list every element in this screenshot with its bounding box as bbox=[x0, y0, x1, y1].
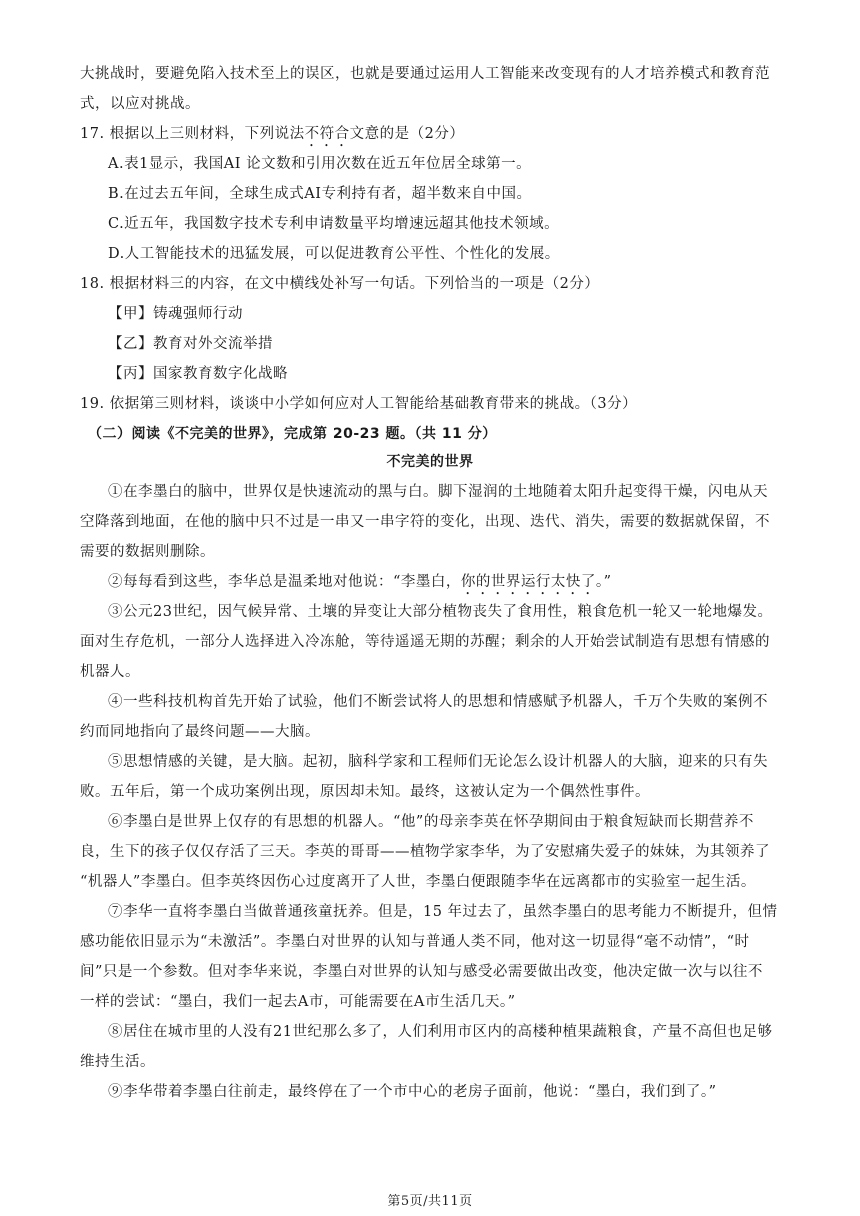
q17-option-a: A.表1显示，我国AI 论文数和引用次数在近五年位居全球第一。 bbox=[108, 156, 532, 172]
story-paragraph-8: ⑧居住在城市里的人没有21世纪那么多了，人们利用市区内的高楼种植果蔬粮食，产量不高但也足够 bbox=[108, 1024, 773, 1040]
emphasis-not-matching: 不符合 bbox=[304, 126, 350, 142]
q18-option-yi: 【乙】教育对外交流举措 bbox=[108, 336, 273, 352]
story-paragraph-7: 间”只是一个参数。但对李华来说，李墨白对世界的认知与感受必需要做出改变，他决定做一次与以往不 bbox=[80, 964, 763, 980]
story-paragraph-2: ②每每看到这些，李华总是温柔地对他说：“李墨白，你的世界运行太快了。” bbox=[108, 574, 612, 590]
story-paragraph-6: “机器人”李墨白。但李英终因伤心过度离开了人世，李墨白便跟随李华在远离都市的实验室一起生活。 bbox=[80, 874, 756, 890]
story-paragraph-7: 一样的尝试：“墨白，我们一起去A市，可能需要在A市生活几天。” bbox=[80, 994, 516, 1010]
question-18: 18. 根据材料三的内容，在文中横线处补写一句话。下列恰当的一项是（2分） bbox=[80, 276, 600, 292]
story-paragraph-1: 空降落到地面，在他的脑中只不过是一串又一串字符的变化，出现、迭代、消失，需要的数据就保留，不 bbox=[80, 514, 770, 530]
question-17: 17. 根据以上三则材料，下列说法不符合文意的是（2分） bbox=[80, 126, 465, 142]
story-paragraph-6: ⑥李墨白是世界上仅存的有思想的机器人。“他”的母亲李英在怀孕期间由于粮食短缺而长期营养不 bbox=[108, 814, 754, 830]
story-title: 不完美的世界 bbox=[386, 454, 474, 470]
question-19: 19. 依据第三则材料，谈谈中小学如何应对人工智能给基础教育带来的挑战。（3分） bbox=[80, 396, 638, 412]
page-number: 第5页/共11页 bbox=[387, 1194, 473, 1209]
story-paragraph-4: ④一些科技机构首先开始了试验，他们不断尝试将人的思想和情感赋予机器人，千万个失败的案例不 bbox=[108, 694, 768, 710]
emphasis-world-too-fast: 你的世界运行太快了 bbox=[460, 574, 596, 590]
q17-option-b: B.在过去五年间，全球生成式AI专利持有者，超半数来自中国。 bbox=[108, 186, 532, 202]
q18-option-jia: 【甲】铸魂强师行动 bbox=[108, 306, 243, 322]
story-paragraph-1: ①在李墨白的脑中，世界仅是快速流动的黑与白。脚下湿润的土地随着太阳升起变得干燥，闪电从天 bbox=[108, 484, 768, 500]
q17-option-c: C.近五年，我国数字技术专利申请数量平均增速远超其他技术领域。 bbox=[108, 216, 560, 232]
story-paragraph-1: 需要的数据则删除。 bbox=[80, 544, 215, 560]
story-paragraph-3: 机器人。 bbox=[80, 664, 140, 680]
q18-option-bing: 【丙】国家教育数字化战略 bbox=[108, 366, 288, 382]
story-paragraph-7: ⑦李华一直将李墨白当做普通孩童抚养。但是，15 年过去了，虽然李墨白的思考能力不断提升，但情 bbox=[108, 904, 778, 920]
story-paragraph-3: ③公元23世纪，因气候异常、土壤的异变让大部分植物丧失了食用性，粮食危机一轮又一轮地爆发。 bbox=[108, 604, 773, 620]
story-paragraph-4: 约而同地指向了最终问题——大脑。 bbox=[80, 724, 320, 740]
story-paragraph-5: 败。五年后，第一个成功案例出现，原因却未知。最终，这被认定为一个偶然性事件。 bbox=[80, 784, 650, 800]
story-paragraph-6: 良，生下的孩子仅仅存活了三天。李英的哥哥——植物学家李华，为了安慰痛失爱子的妹妹，为其领养了 bbox=[80, 844, 770, 860]
story-paragraph-5: ⑤思想情感的关键，是大脑。起初，脑科学家和工程师们无论怎么设计机器人的大脑，迎来的只有失 bbox=[108, 754, 768, 770]
story-paragraph-8: 维持生活。 bbox=[80, 1054, 155, 1070]
section-heading: （二）阅读《不完美的世界》，完成第 20-23 题。（共 11 分） bbox=[88, 426, 497, 442]
story-paragraph-3: 面对生存危机，一部分人选择进入冷冻舱，等待遥遥无期的苏醒；剩余的人开始尝试制造有思想有情感的 bbox=[80, 634, 770, 650]
intro-line: 大挑战时，要避免陷入技术至上的误区，也就是要通过运用人工智能来改变现有的人才培养模式和教育范 bbox=[80, 66, 770, 82]
intro-line: 式，以应对挑战。 bbox=[80, 96, 200, 112]
story-paragraph-9: ⑨李华带着李墨白往前走，最终停在了一个市中心的老房子面前，他说：“墨白，我们到了。” bbox=[108, 1084, 717, 1100]
q17-option-d: D.人工智能技术的迅猛发展，可以促进教育公平性、个性化的发展。 bbox=[108, 246, 560, 262]
story-paragraph-7: 感功能依旧显示为“未激活”。李墨白对世界的认知与普通人类不同，他对这一切显得“毫不动情”，“时 bbox=[80, 934, 750, 950]
